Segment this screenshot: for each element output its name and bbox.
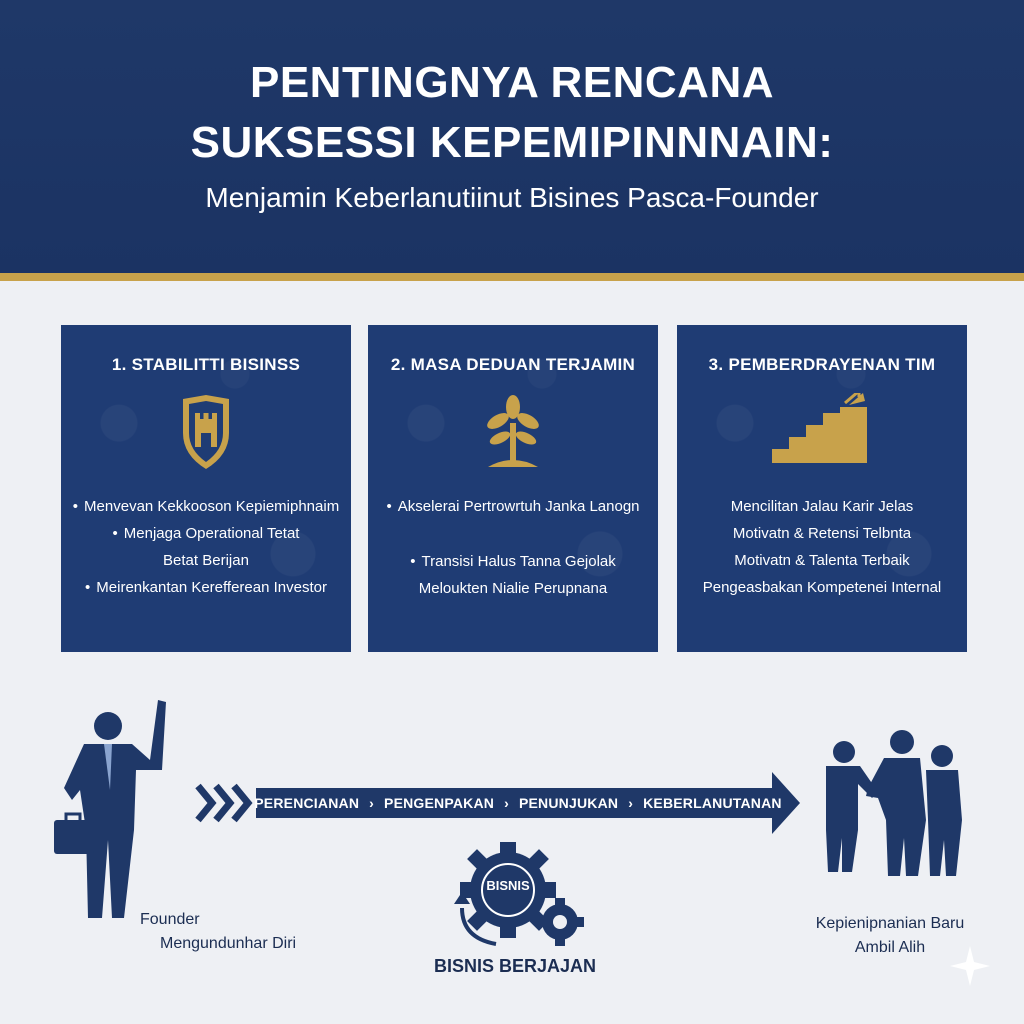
card-title: 1. STABILITTI BISINSS <box>111 355 301 374</box>
gear-inner-label: BISNIS <box>486 878 530 893</box>
stairs-growth-icon <box>767 393 877 473</box>
founder-caption-line-1: Founder <box>140 911 200 928</box>
step-sustainability: KEBERLANUTANAN <box>643 795 782 811</box>
page-title-line-2: SUKSESSI KEPEMIPINNNAIN: <box>190 118 834 167</box>
gear-caption: BISNIS BERJAJAN <box>433 956 597 976</box>
new-leadership-line-1: Kepienipnanian Baru <box>815 915 965 932</box>
list-item: Pengeasbakan Kompetenei Internal <box>702 579 942 596</box>
page-title-line-1: PENTINGNYA RENCANA <box>249 58 775 107</box>
card-list <box>368 493 658 620</box>
new-leadership-line-2: Ambil Alih <box>854 939 926 956</box>
gold-divider <box>0 273 1024 281</box>
card-title: 2. MASA DEDUAN TERJAMIN <box>390 355 636 374</box>
new-leadership-caption <box>790 912 990 960</box>
list-item: Motivatn & Talenta Terbaik <box>734 552 910 569</box>
list-item: • Menvevan Kekkooson Kepiemiphnaim <box>72 498 340 515</box>
step-appointment: PENUNJUKAN <box>518 795 619 811</box>
founder-figure-icon <box>54 700 166 918</box>
sprout-tree-icon <box>458 393 568 473</box>
shield-castle-icon <box>151 393 261 473</box>
page-subtitle: Menjamin Keberlanutiinut Bisines Pasca-Founder <box>205 182 819 213</box>
card-list <box>61 493 351 601</box>
step-development: PENGENPAKAN <box>384 795 495 811</box>
list-item: Motivatn & Retensi Telbnta <box>732 525 912 542</box>
founder-caption-line-2: Mengundunhar Diri <box>160 935 297 952</box>
card-title: 3. PEMBERDRAYENAN TIM <box>708 355 936 374</box>
list-item: • Transisi Halus Tanna Gejolak <box>410 553 616 570</box>
business-gear-icon <box>454 842 584 946</box>
card-list <box>677 493 967 601</box>
list-item: Betat Berijan <box>163 552 249 569</box>
founder-caption <box>140 908 330 956</box>
card-stability <box>61 325 351 652</box>
card-future <box>368 325 658 652</box>
process-steps <box>254 786 782 820</box>
list-item: • Meirenkantan Kerefferean Investor <box>85 579 327 596</box>
step-separator: › <box>628 795 634 811</box>
handshake-leaders-icon <box>826 730 962 876</box>
chevron-arrows-icon <box>198 786 248 820</box>
list-item: • Menjaga Operational Tetat <box>112 525 300 542</box>
step-separator: › <box>369 795 375 811</box>
list-item: • Akselerai Pertrowrtuh Janka Lanogn <box>386 498 640 515</box>
step-separator: › <box>504 795 509 811</box>
list-item: Meloukten Nialie Perupnana <box>418 580 608 597</box>
card-team <box>677 325 967 652</box>
step-planning: PERENCIANAN <box>254 795 360 811</box>
header-banner <box>0 0 1024 273</box>
list-item: Mencilitan Jalau Karir Jelas <box>730 498 914 515</box>
